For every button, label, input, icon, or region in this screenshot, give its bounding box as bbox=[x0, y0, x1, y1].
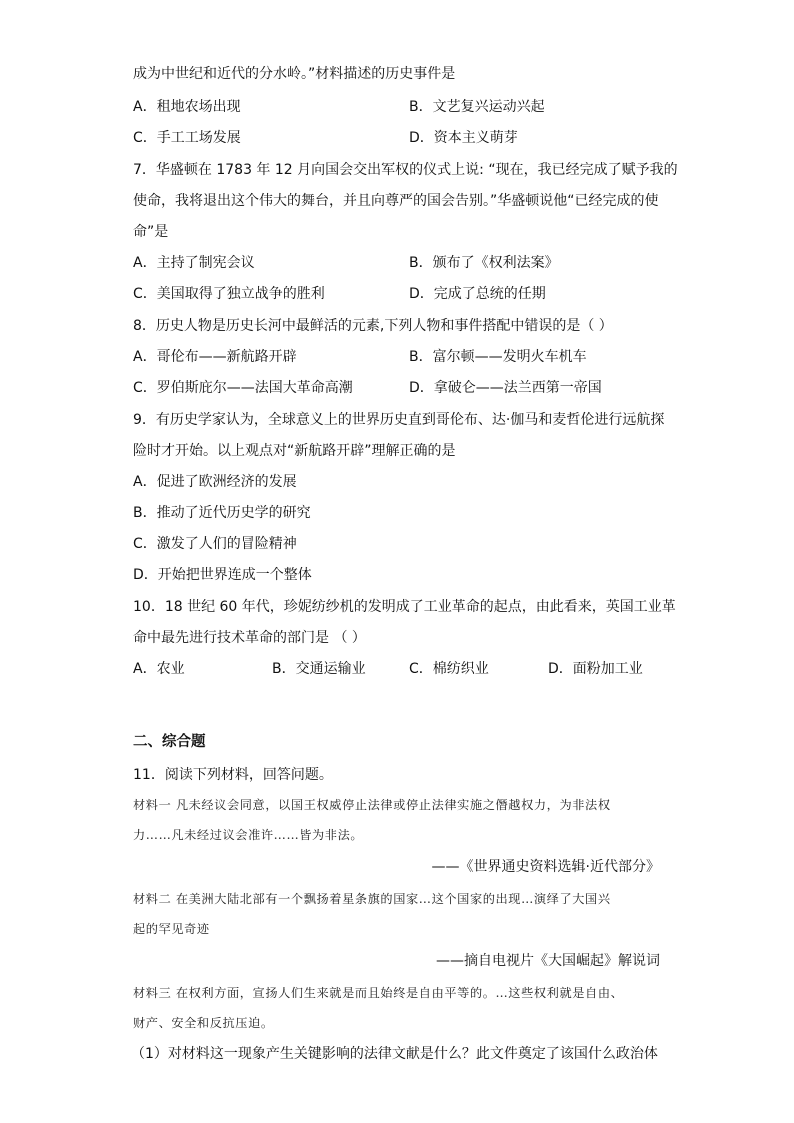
q8-option-b: B．富尔顿——发明火车机车 bbox=[409, 349, 587, 365]
q9-option-a: A．促进了欧洲经济的发展 bbox=[133, 474, 297, 490]
q6-stem-tail: 成为中世纪和近代的分水岭。”材料描述的历史事件是 bbox=[133, 66, 456, 82]
q9-stem-line-1: 9．有历史学家认为，全球意义上的世界历史直到哥伦布、达·伽马和麦哲伦进行远航探 bbox=[133, 412, 665, 428]
q11-material-1-line-1: 材料一 凡未经议会同意，以国王权威停止法律或停止法律实施之僭越权力，为非法权 bbox=[133, 798, 611, 812]
q7-option-d: D．完成了总统的任期 bbox=[409, 286, 546, 302]
q6-option-b: B．文艺复兴运动兴起 bbox=[409, 99, 545, 115]
q9-option-d: D．开始把世界连成一个整体 bbox=[133, 567, 312, 583]
q10-option-b: B．交通运输业 bbox=[272, 661, 366, 677]
q11-material-2-line-2: 起的罕见奇迹 bbox=[133, 922, 210, 936]
q11-source-1: ——《世界通史资料选辑·近代部分》 bbox=[431, 859, 660, 875]
q11-material-2-line-1: 材料二 在美洲大陆北部有一个飘扬着星条旗的国家…这个国家的出现…演绎了大国兴 bbox=[133, 892, 611, 906]
q11-source-2: ——摘自电视片《大国崛起》解说词 bbox=[436, 953, 660, 969]
q7-stem-line-2: 使命，我将退出这个伟大的舞台，并且向尊严的国会告别。”华盛顿说他“已经完成的使 bbox=[133, 193, 659, 209]
q10-stem-line-1: 10．18 世纪 60 年代，珍妮纺纱机的发明成了工业革命的起点，由此看来，英国工业革 bbox=[133, 599, 676, 615]
q6-option-a: A．租地农场出现 bbox=[133, 99, 241, 115]
q6-option-d: D．资本主义萌芽 bbox=[409, 130, 518, 146]
q6-option-c: C．手工工场发展 bbox=[133, 130, 241, 146]
q11-material-1-line-2: 力……凡未经过议会准许……皆为非法。 bbox=[133, 828, 364, 842]
q10-option-a: A．农业 bbox=[133, 661, 185, 677]
q7-option-a: A．主持了制宪会议 bbox=[133, 255, 255, 271]
q9-option-b: B．推动了近代历史学的研究 bbox=[133, 505, 311, 521]
q11-material-3-line-2: 财产、安全和反抗压迫。 bbox=[133, 1016, 274, 1030]
q11-stem: 11．阅读下列材料，回答问题。 bbox=[133, 767, 333, 783]
q10-option-c: C．棉纺织业 bbox=[409, 661, 489, 677]
q11-material-3-line-1: 材料三 在权利方面，宣扬人们生来就是而且始终是自由平等的。…这些权利就是自由、 bbox=[133, 986, 624, 1000]
q8-stem: 8．历史人物是历史长河中最鲜活的元素,下列人物和事件搭配中错误的是（ ） bbox=[133, 318, 613, 334]
q8-option-a: A．哥伦布——新航路开辟 bbox=[133, 349, 297, 365]
q7-stem-line-3: 命”是 bbox=[133, 224, 169, 240]
section-heading: 二、综合题 bbox=[133, 734, 206, 750]
q7-option-b: B．颁布了《权利法案》 bbox=[409, 255, 559, 271]
q7-option-c: C．美国取得了独立战争的胜利 bbox=[133, 286, 325, 302]
q10-stem-line-2: 命中最先进行技术革命的部门是 （ ） bbox=[133, 630, 366, 646]
q10-option-d: D．面粉加工业 bbox=[548, 661, 643, 677]
q11-subquestion-1: （1）对材料这一现象产生关键影响的法律文献是什么？此文件奠定了该国什么政治体 bbox=[131, 1046, 658, 1062]
q7-stem-line-1: 7．华盛顿在 1783 年 12 月向国会交出军权的仪式上说: “现在，我已经完成了赋予我的 bbox=[133, 162, 678, 178]
q8-option-c: C．罗伯斯庇尔——法国大革命高潮 bbox=[133, 380, 353, 396]
q9-option-c: C．激发了人们的冒险精神 bbox=[133, 536, 297, 552]
q8-option-d: D．拿破仑——法兰西第一帝国 bbox=[409, 380, 602, 396]
q9-stem-line-2: 险时才开始。以上观点对“新航路开辟”理解正确的是 bbox=[133, 443, 456, 459]
